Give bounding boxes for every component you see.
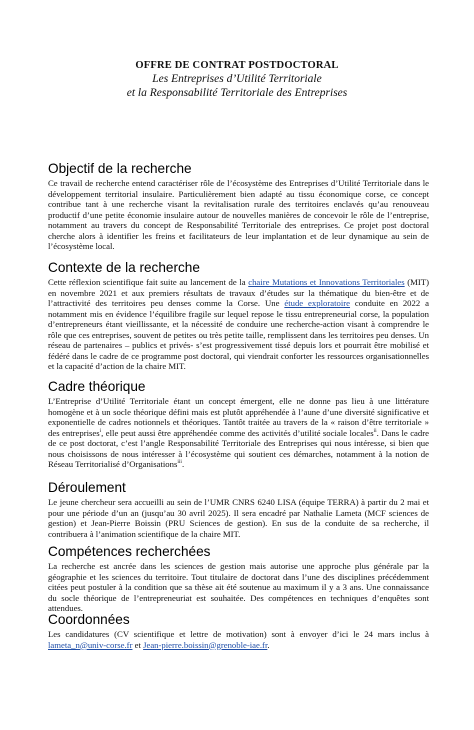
document-title <box>48 60 426 100</box>
paragraph-cadre <box>48 396 429 470</box>
heading-objectif: Objectif de la recherche <box>48 161 192 176</box>
section-deroulement <box>48 480 429 539</box>
cadre-text-d: . <box>181 459 185 469</box>
email-boissin[interactable]: Jean-pierre.boissin@grenoble-iae.fr <box>143 639 268 650</box>
contexte-text-c: conduite en 2022 a notamment mis en évidence l’équilibre fragile sur lequel repose le tissu entrepreneurial corse, la population d’entrepreneurs étant vieillissante, et la nécessité de conduire une recherche-action visant à comprendre le rôle que ces entreprises, souvent de petites ou très petite taille, remplissent dans les territoires peu denses. Un réseau de partenaires – publics et privés- s’est progressivement tissé depuis lors et pourrait être mobilisé et fédéré dans le cadre de ce programme post doctoral, qui viendrait conforter les ressources organisationnelles et la capacité d’action de la chaire MIT. <box>48 298 429 371</box>
cadre-text-b: , elle peut aussi être appréhendée comme des activités d’utilité sociale locales <box>101 427 374 438</box>
heading-contexte: Contexte de la recherche <box>48 260 200 275</box>
footnote-ref-2[interactable]: ii <box>373 427 377 434</box>
section-competences <box>48 544 429 614</box>
heading-cadre: Cadre théorique <box>48 379 146 394</box>
document-page <box>0 60 474 730</box>
coordonnees-text-a: Les candidatures (CV scientifique et lettre de motivation) sont à envoyer d’ici le 24 mars inclus à <box>48 629 429 639</box>
section-cadre <box>48 379 429 470</box>
subtitle-line-2: et la Responsabilité Territoriale des Entreprises <box>126 87 348 99</box>
link-etude-exploratoire[interactable]: étude exploratoire <box>284 298 351 308</box>
offer-title: OFFRE DE CONTRAT POSTDOCTORAL <box>135 60 339 71</box>
section-coordonnees <box>48 612 429 650</box>
coordonnees-text-c: . <box>267 639 270 650</box>
contexte-text-a: Cette réflexion scientifique fait suite au lancement de la <box>48 277 249 287</box>
paragraph-contexte <box>48 277 429 372</box>
paragraph-deroulement: Le jeune chercheur sera accueilli au sein de l’UMR CNRS 6240 LISA (équipe TERRA) à partir du 2 mai et pour une période d’un an (jusqu’au 30 avril 2025). Il sera encadré par Nathalie Lameta (MCF sciences de gestion) et Jean-Pierre Boissin (PRU Sciences de gestion). En sus de la conduite de sa recherche, il contribuera à l’animation scientifique de la chaire MIT. <box>48 497 429 539</box>
link-chaire-mit[interactable]: chaire Mutations et Innovations Territoriales <box>248 277 405 287</box>
subtitle-line-1: Les Entreprises d’Utilité Territoriale <box>152 73 322 85</box>
heading-coordonnees: Coordonnées <box>48 612 130 627</box>
footnote-ref-1[interactable]: i <box>99 427 102 434</box>
contexte-text-b: (MIT) en novembre 2021 et aux premiers résultats de travaux d’études sur la thématique du bien-être et de l’attractivité des territoires peu denses comme la Corse. Une <box>48 277 429 308</box>
cadre-text-a: L’Entreprise d’Utilité Territoriale étant un concept émergent, elle ne donne pas lieu à une littérature homogène et à un socle théorique défini mais est plutôt appréhendée à l’aune d’une diversité significative et exponentielle de cadres notionnels et théoriques. Tantôt traitée au travers de la « raison d’être territoriale » des entreprises <box>48 396 429 438</box>
heading-competences: Compétences recherchées <box>48 544 211 559</box>
paragraph-objectif: Ce travail de recherche entend caractériser rôle de l’écosystème des Entreprises d’Utilité Territoriale dans le développement territorial insulaire. Particulièrement bien adapté au tissu économique corse, ce concept contribue tant à une recherche visant la revitalisation rurale des territoires enclavés qu’au renouveau productif d’une petite économie insulaire autour de nouvelles manières de concevoir le rôle de l’entreprise, notamment au travers du concept de Responsabilité Territoriale des entreprises. Ce projet post doctoral cherche alors à identifier les freins et facilitateurs de leur implantation et de leur dynamique au sein de l’écosystème local. <box>48 178 429 251</box>
section-contexte <box>48 260 429 372</box>
paragraph-coordonnees <box>48 629 429 650</box>
footnote-ref-3[interactable]: iii <box>177 459 182 466</box>
paragraph-competences: La recherche est ancrée dans les sciences de gestion mais autorise une approche plus générale par la géographie et les sciences du territoire. Tout titulaire de doctorat dans l’une des disciplines précédemment citées peut postuler à la condition que sa thèse ait été soutenue au maximum il y a 3 ans. Une connaissance du socle théorique de l’entrepreneuriat est souhaitée. Des compétences en techniques d’enquêtes sont attendues. <box>48 561 429 613</box>
heading-deroulement: Déroulement <box>48 480 126 495</box>
section-objectif <box>48 161 429 252</box>
coordonnees-text-b: et <box>132 639 144 650</box>
cadre-text-c: . Dans le cadre de ce post doctorat, c’est l’angle Responsabilité Territoriale des Entreprises qui nous intéresse, si bien que nous choisissons de nous intéresser à l’écosystème qui soutient ces démarches, notamment à la notion de Réseau Territorialisé d’Organisations <box>48 427 429 469</box>
email-lameta[interactable]: lameta_n@univ-corse.fr <box>48 639 133 650</box>
